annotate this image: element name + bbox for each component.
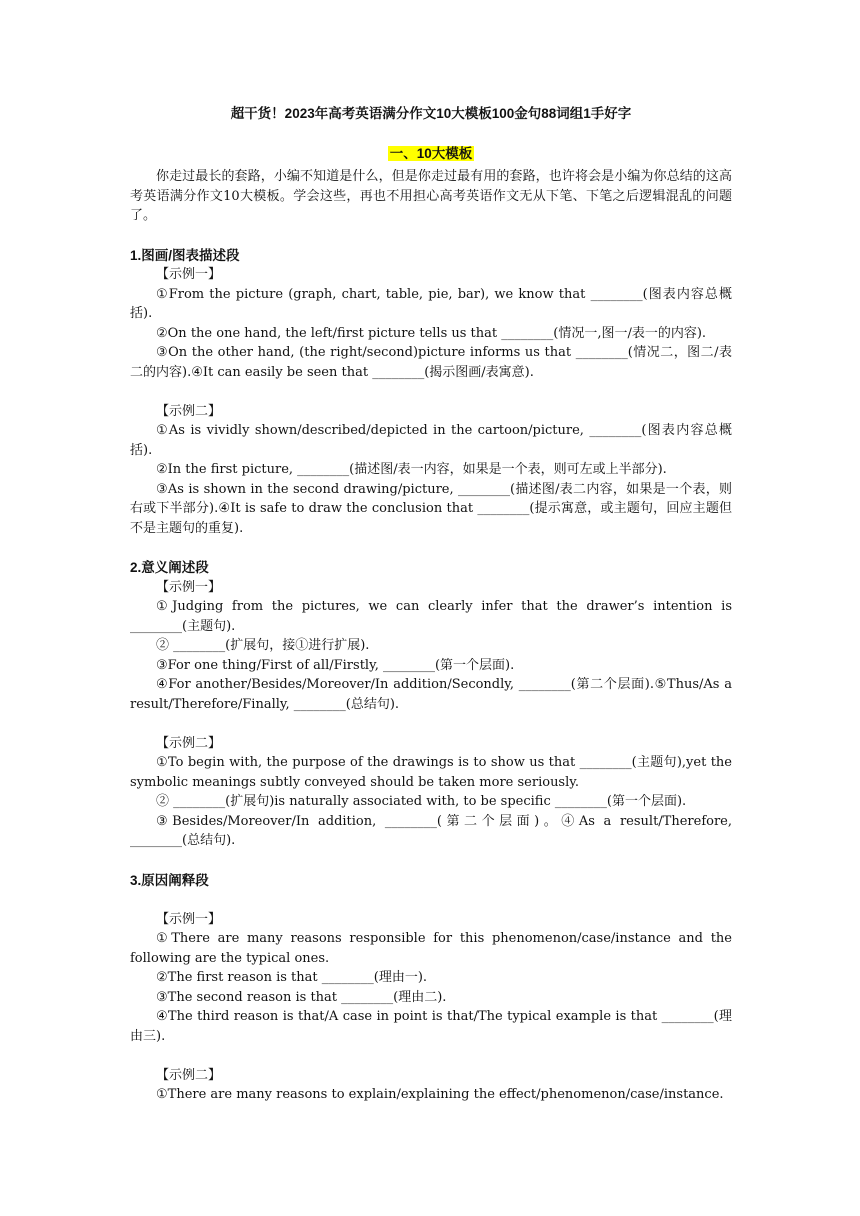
part3-example2-line: ①There are many reasons to explain/explaining the effect/phenomenon/case/instance. [156,1087,724,1102]
part3-example2-label: 【示例二】 [156,1067,222,1083]
section-heading-templates [130,144,732,165]
part2-example2-line: ③Besides/Moreover/In addition, ________(第二个层面)。④As a result/Therefore, ________(总结句). [130,813,732,848]
part2-example1-line: ①Judging from the pictures, we can clearly infer that the drawer’s intention is ________(主题句). [130,599,732,634]
spacer [130,890,732,910]
part3-example1-label: 【示例一】 [156,911,222,927]
part2-example1-line: ④For another/Besides/Moreover/In addition/Secondly, ________(第二个层面).⑤Thus/As a result/Therefore/Finally, ________(总结句). [130,677,732,712]
part3-example1-line: ③The second reason is that ________(理由二). [156,989,447,1005]
part2-example1-line: ② ________(扩展句，接①进行扩展). [156,638,370,653]
part2-example2-line: ①To begin with, the purpose of the drawings is to show us that ________(主题句),yet the symbolic meanings subtly conveyed should be taken more seriously. [130,755,732,790]
part3-example1-line: ①There are many reasons responsible for this phenomenon/case/instance and the following are the typical ones. [130,931,732,966]
part3-example1-line: ②The first reason is that ________(理由一). [156,970,428,985]
part2-heading: 2.意义阐述段 [130,560,209,575]
part1-example2-line: ②In the first picture, ________(描述图/表一内容，如果是一个表，则可左或上半部分). [156,462,667,477]
part1-example1-label: 【示例一】 [156,267,222,282]
part1-example2-line: ①As is vividly shown/described/depicted in the cartoon/picture, ________(图表内容总概括). [130,423,732,458]
part2-example1-label: 【示例一】 [156,579,222,595]
part1-example1-line: ②On the one hand, the left/first picture tells us that ________(情况一,图一/表一的内容). [156,325,707,341]
document-body [130,104,732,1105]
document-title: 超干货！2023年高考英语满分作文10大模板100金句88词组1手好字 [230,106,632,121]
part2-example2-line: ② ________(扩展句)is naturally associated with, to be specific ________(第一个层面). [156,794,687,809]
part1-example2-line: ③As is shown in the second drawing/picture, ________(描述图/表二内容，如果是一个表，则右或下半部分).④It is safe to draw the conclusion that ________(提示寓意，或主题句，回应主题但不是主题句的重复). [130,481,732,536]
part1-example1-line: ③On the other hand, (the right/second)picture informs us that ________(情况二，图二/表二的内容).④It can easily be seen that ________(揭示图画/表寓意). [130,345,732,380]
highlighted-heading: 一、10大模板 [389,146,473,161]
part3-example1-line: ④The third reason is that/A case in point is that/The typical example is that ________(理由三). [130,1009,732,1044]
part2-example2-label: 【示例二】 [156,735,222,751]
spacer [130,714,732,734]
intro-paragraph: 你走过最长的套路，小编不知道是什么，但是你走过最有用的套路，也许将会是小编为你总结的这高考英语满分作文10大模板。学会这些，再也不用担心高考英语作文无从下笔、下笔之后逻辑混乱的问题了。 [130,169,732,223]
spacer [130,1046,732,1066]
part2-example1-line: ③For one thing/First of all/Firstly, ________(第一个层面). [156,657,515,673]
part1-heading: 1.图画/图表描述段 [130,247,240,263]
part1-example2-label: 【示例二】 [156,403,222,419]
spacer [130,382,732,402]
part1-example1-line: ①From the picture (graph, chart, table, pie, bar), we know that ________(图表内容总概括). [130,286,732,321]
part3-heading: 3.原因阐释段 [130,872,209,888]
